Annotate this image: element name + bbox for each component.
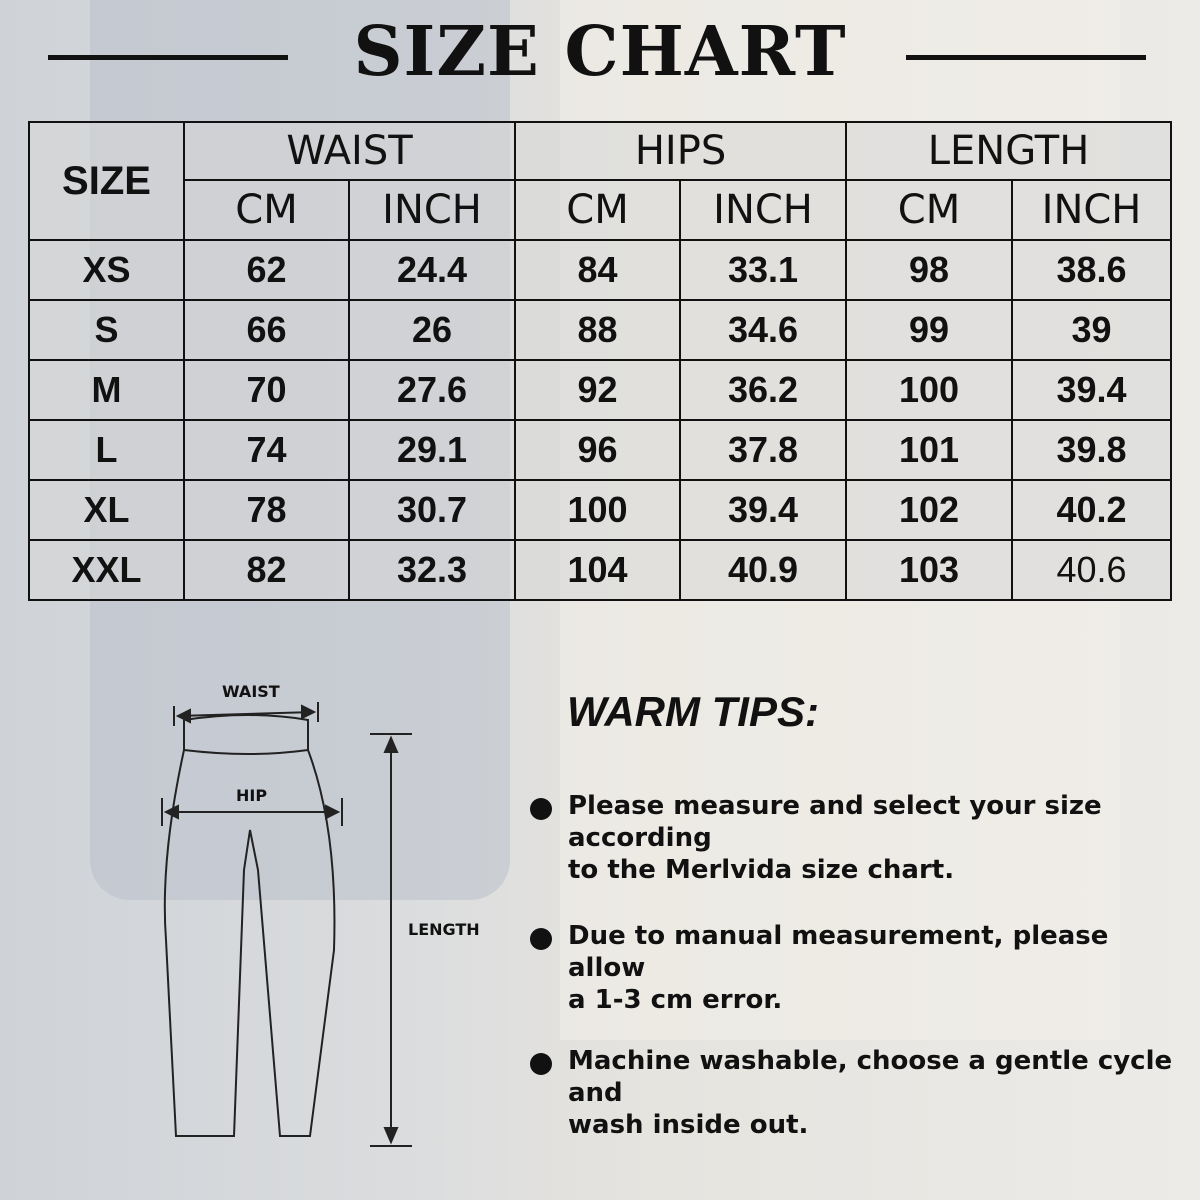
length-label: LENGTH bbox=[408, 920, 480, 939]
value-cell: 74 bbox=[184, 420, 349, 480]
size-cell: XL bbox=[29, 480, 184, 540]
value-cell: 34.6 bbox=[680, 300, 846, 360]
value-cell: 96 bbox=[515, 420, 680, 480]
value-cell: 78 bbox=[184, 480, 349, 540]
table-row bbox=[29, 240, 1171, 300]
value-cell: 40.6 bbox=[1012, 540, 1171, 600]
value-cell: 99 bbox=[846, 300, 1012, 360]
tip-text: Due to manual measurement, please allow a 1-3 cm error. bbox=[568, 921, 1109, 1015]
value-cell: 40.9 bbox=[680, 540, 846, 600]
table-row bbox=[29, 420, 1171, 480]
bullet-icon bbox=[530, 798, 552, 820]
size-header: SIZE bbox=[29, 122, 184, 240]
length-header: LENGTH bbox=[846, 122, 1171, 180]
unit-header: INCH bbox=[1012, 180, 1171, 240]
value-cell: 100 bbox=[846, 360, 1012, 420]
value-cell: 102 bbox=[846, 480, 1012, 540]
value-cell: 62 bbox=[184, 240, 349, 300]
value-cell: 37.8 bbox=[680, 420, 846, 480]
unit-header: INCH bbox=[680, 180, 846, 240]
value-cell: 39.4 bbox=[680, 480, 846, 540]
hips-header: HIPS bbox=[515, 122, 846, 180]
tip-item bbox=[530, 1045, 1190, 1140]
size-cell: XXL bbox=[29, 540, 184, 600]
value-cell: 38.6 bbox=[1012, 240, 1171, 300]
title-rule-right bbox=[906, 55, 1146, 60]
value-cell: 92 bbox=[515, 360, 680, 420]
value-cell: 98 bbox=[846, 240, 1012, 300]
bullet-icon bbox=[530, 1053, 552, 1075]
value-cell: 40.2 bbox=[1012, 480, 1171, 540]
value-cell: 103 bbox=[846, 540, 1012, 600]
size-table bbox=[28, 121, 1172, 601]
unit-header: INCH bbox=[349, 180, 515, 240]
value-cell: 104 bbox=[515, 540, 680, 600]
value-cell: 29.1 bbox=[349, 420, 515, 480]
value-cell: 84 bbox=[515, 240, 680, 300]
tip-text: Please measure and select your size according to the Merlvida size chart. bbox=[568, 791, 1102, 885]
tip-item bbox=[530, 790, 1190, 885]
value-cell: 32.3 bbox=[349, 540, 515, 600]
table-row bbox=[29, 360, 1171, 420]
value-cell: 27.6 bbox=[349, 360, 515, 420]
value-cell: 33.1 bbox=[680, 240, 846, 300]
value-cell: 30.7 bbox=[349, 480, 515, 540]
value-cell: 36.2 bbox=[680, 360, 846, 420]
value-cell: 26 bbox=[349, 300, 515, 360]
size-cell: XS bbox=[29, 240, 184, 300]
unit-header: CM bbox=[184, 180, 349, 240]
value-cell: 101 bbox=[846, 420, 1012, 480]
table-row bbox=[29, 540, 1171, 600]
value-cell: 39.4 bbox=[1012, 360, 1171, 420]
value-cell: 66 bbox=[184, 300, 349, 360]
waist-header: WAIST bbox=[184, 122, 515, 180]
page-title: SIZE CHART bbox=[353, 12, 847, 92]
bullet-icon bbox=[530, 928, 552, 950]
value-cell: 100 bbox=[515, 480, 680, 540]
size-cell: M bbox=[29, 360, 184, 420]
hip-label: HIP bbox=[236, 786, 268, 805]
value-cell: 39 bbox=[1012, 300, 1171, 360]
value-cell: 82 bbox=[184, 540, 349, 600]
waist-label: WAIST bbox=[222, 682, 280, 701]
value-cell: 88 bbox=[515, 300, 680, 360]
unit-header: CM bbox=[515, 180, 680, 240]
size-cell: S bbox=[29, 300, 184, 360]
value-cell: 70 bbox=[184, 360, 349, 420]
measurement-diagram bbox=[150, 680, 490, 1160]
table-row bbox=[29, 300, 1171, 360]
tip-item bbox=[530, 920, 1190, 1015]
unit-header: CM bbox=[846, 180, 1012, 240]
value-cell: 24.4 bbox=[349, 240, 515, 300]
value-cell: 39.8 bbox=[1012, 420, 1171, 480]
tip-text: Machine washable, choose a gentle cycle and wash inside out. bbox=[568, 1046, 1173, 1140]
warm-tips-title: WARM TIPS: bbox=[567, 688, 819, 735]
table-row bbox=[29, 480, 1171, 540]
size-cell: L bbox=[29, 420, 184, 480]
